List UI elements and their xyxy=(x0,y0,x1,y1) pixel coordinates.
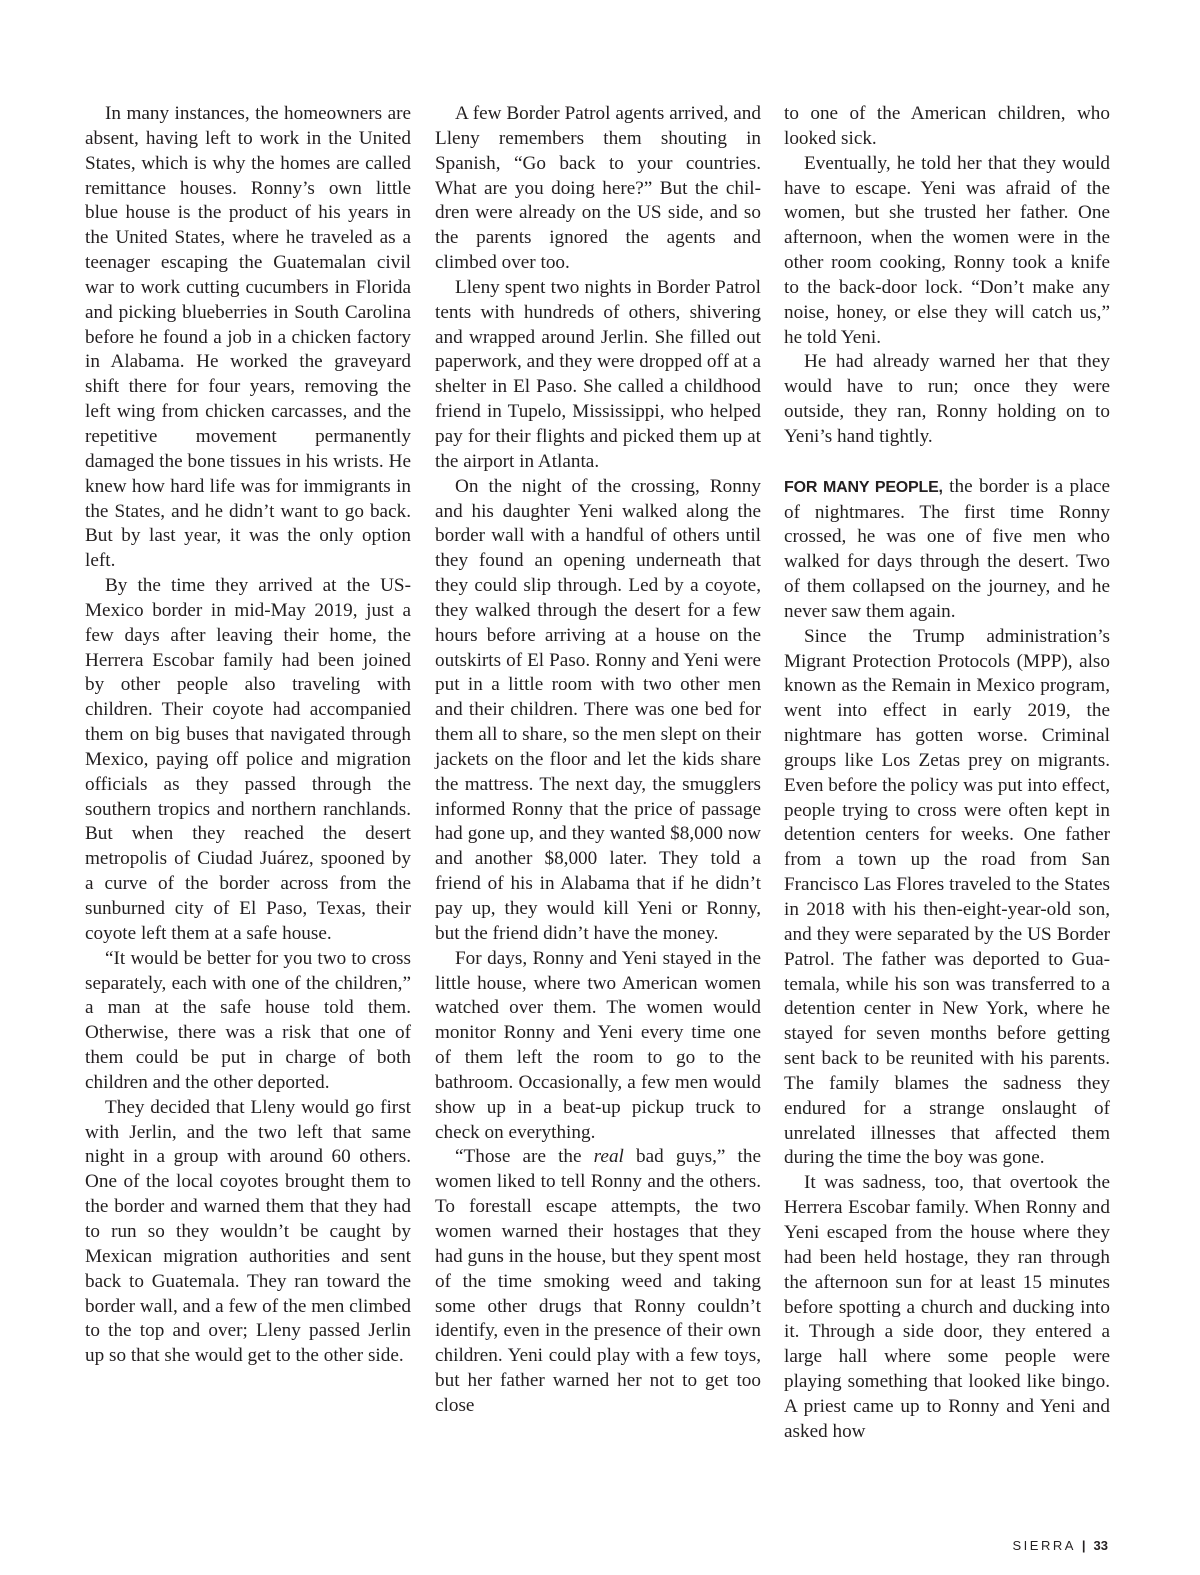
paragraph: By the time they arrived at the US-Mexico border in mid-May 2019, just a few days after leaving their home, the Herrera Escobar family had been joined by other people also traveling with children. Their coyote had accompanied them on big buses that navigated through Mexico, paying off police and migration officials as they passed through the southern tropics and northern ranchlands. But when they reached the desert metropolis of Ciudad Juárez, spooned by a curve of the border across from the sunburned city of El Paso, Texas, their coyote left them at a safe house. xyxy=(85,575,411,944)
text-column-3 xyxy=(784,102,1110,1445)
page-footer xyxy=(1012,1538,1108,1553)
section-paragraph xyxy=(784,475,1110,625)
paragraph: They decided that Lleny would go first with Jerlin, and the two left that same night in a group with around 60 others. One of the local coyotes brought them to the border and warned them that they had to run so they wouldn’t be caught by Mexican migration authorities and sent back to Guatemala. They ran toward the border wall, and a few of the men climbed to the top and over; Lleny passed Jerlin up so that she would get to the other side. xyxy=(85,1096,411,1367)
paragraph: to one of the American children, who looked sick. xyxy=(784,103,1110,149)
paragraph: Since the Trump administration’s Migrant Protection Protocols (MPP), also known as the Remain in Mexico program, went into effect in early 2019, the nightmare has gotten worse. Criminal groups like Los Zetas prey on migrants. Even before the policy was put into effect, people trying to cross were often kept in detention centers for weeks. One father from a town up the road from San Francisco Las Flores traveled to the States in 2018 with his then-eight-year-old son, and they were separated by the US Border Patrol. The father was deported to Guatemala, while his son was transferred to a detention center in New York, where he stayed for seven months before getting sent back to be reunited with his parents. The family blames the sadness they endured for a strange onslaught of unrelated illnesses that affected them during the time the boy was gone. xyxy=(784,625,1110,1169)
paragraph: Eventually, he told her that they would have to escape. Yeni was afraid of the women, but she trusted her father. One afternoon, when the women were in the other room cooking, Ronny took a knife to the back-door lock. “Don’t make any noise, honey, or else they will catch us,” he told Yeni. xyxy=(784,152,1110,348)
paragraph: A few Border Patrol agents arrived, and Lleny remembers them shouting in Spanish, “Go back to your countries. What are you doing here?” But the children were already on the US side, and so the parents ignored the agents and climbed over too. xyxy=(435,103,761,274)
paragraph-text: the border is a place of nightmares. The first time Ronny crossed, he was one of five men who walked for days through the desert. Two of them collapsed on the journey, and he never saw them again. xyxy=(784,475,1110,622)
paragraph: For days, Ronny and Yeni stayed in the little house, where two American women watched over them. The women would monitor Ronny and Yeni every time one of them left the room to go to the bathroom. Occasionally, a few men would show up in a beat-up pickup truck to check on everything. xyxy=(435,947,761,1143)
magazine-name: SIERRA xyxy=(1012,1538,1076,1553)
text-column-1 xyxy=(85,102,411,1369)
text-column-2 xyxy=(435,102,761,1419)
paragraph-text: bad guys,” the women liked to tell Ronny and the others. To forestall escape attempts, the two women warned their hostages that they had guns in the house, but they spent most of the time smoking weed and taking some other drugs that Ronny couldn’t identify, even in the presence of their own children. Yeni could play with a few toys, but her father warned her not to get too close xyxy=(435,1146,761,1416)
paragraph: In many instances, the homeowners are absent, having left to work in the United States, which is why the homes are called remittance houses. Ronny’s own little blue house is the product of his years in the United States, where he traveled as a teenager escaping the Guatemalan civil war to work cutting cucumbers in Florida and picking blueberries in South Carolina before he found a job in a chicken factory in Alabama. He worked the graveyard shift there for four years, removing the left wing from chicken carcasses, and the repetitive movement permanently damaged the bone tissues in his wrists. He knew how hard life was for immigrants in the States, and he didn’t want to go back. But by last year, it was the only option left. xyxy=(85,103,411,572)
paragraph-text: “Those are the xyxy=(455,1146,594,1168)
section-lead-in: FOR MANY PEOPLE, xyxy=(784,478,943,496)
emphasis: real xyxy=(593,1146,624,1168)
paragraph: Lleny spent two nights in Border Patrol tents with hundreds of others, shivering and wrapped around Jerlin. She filled out paperwork, and they were dropped off at a shelter in El Paso. She called a childhood friend in Tupelo, Mississippi, who helped pay for their flights and picked them up at the airport in Atlanta. xyxy=(435,276,761,472)
paragraph: It was sadness, too, that overtook the Herrera Escobar family. When Ronny and Yeni escaped from the house where they had been held hostage, they ran through the afternoon sun for at least 15 minutes before spotting a church and ducking into it. Through a side door, they entered a large hall where some people were playing something that looked like bingo. A priest came up to Ronny and Yeni and asked how xyxy=(784,1172,1110,1442)
paragraph: On the night of the crossing, Ronny and his daughter Yeni walked along the border wall with a handful of others until they found an opening underneath that they could slip through. Led by a coyote, they walked through the desert for a few hours before arriving at a house on the outskirts of El Paso. Ronny and Yeni were put in a little room with two other men and their children. There was one bed for them all to share, so the men slept on their jackets on the floor and let the kids share the mattress. The next day, the smugglers informed Ronny that the price of passage had gone up, and they wanted $8,000 now and another $8,000 later. They told a friend of his in Alabama that if he didn’t pay up, they would kill Yeni or Ronny, but the friend didn’t have the money. xyxy=(435,475,761,944)
footer-separator: | xyxy=(1081,1538,1086,1553)
paragraph: He had already warned her that they would have to run; once they were outside, they ran, Ronny holding on to Yeni’s hand tightly. xyxy=(784,351,1110,447)
paragraph xyxy=(435,1145,761,1418)
page-number: 33 xyxy=(1093,1538,1108,1553)
paragraph: “It would be better for you two to cross separately, each with one of the children,” a man at the safe house told them. Otherwise, there was a risk that one of them could be put in charge of both children and the other deported. xyxy=(85,947,411,1093)
